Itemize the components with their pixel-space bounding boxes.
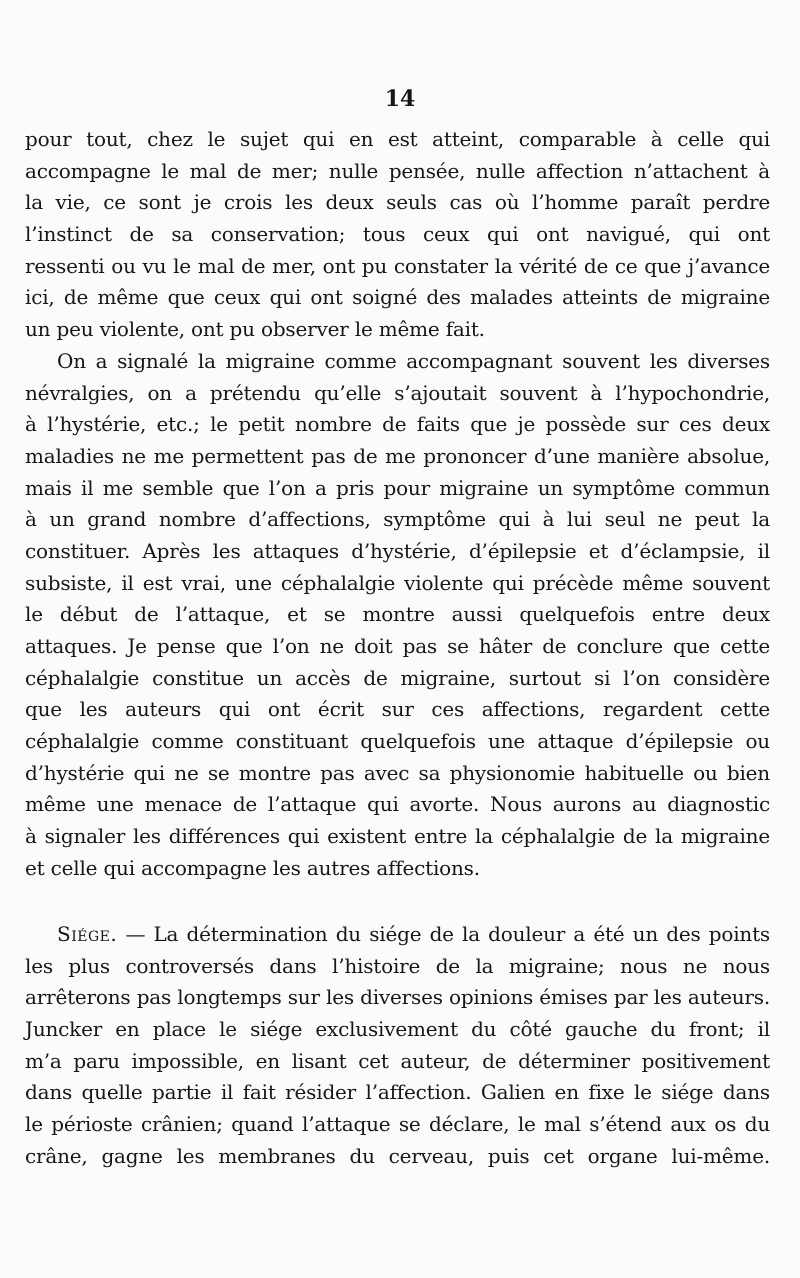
text-line: attaques. Je pense que l’on ne doit pas se hâter de conclure que cette: [25, 634, 770, 658]
paragraph: [25, 919, 770, 1173]
text-line: arrêterons pas longtemps sur les diverses opinions émises par les auteurs.: [25, 985, 770, 1010]
section-text-block: [25, 919, 770, 1173]
text-line: maladies ne me permettent pas de me prononcer d’une manière absolue,: [25, 443, 770, 468]
text-line: et celle qui accompagne les autres affections.: [25, 855, 480, 880]
text-line: à un grand nombre d’affections, symptôme qui à lui seul ne peut la: [25, 507, 770, 532]
text-line: même une menace de l’attaque qui avorte. Nous aurons au diagnostic: [25, 792, 770, 817]
paragraph: [25, 346, 770, 885]
text-line: [25, 919, 770, 951]
text-line: céphalalgie constitue un accès de migraine, surtout si l’on considère: [25, 665, 770, 690]
text-line: m’a paru impossible, en lisant cet auteur, de déterminer positivement: [25, 1048, 770, 1073]
main-text-block: [25, 124, 770, 885]
text-line: la vie, ce sont je crois les deux seuls cas où l’homme paraît perdre: [25, 190, 770, 215]
text-line-content: — La détermination du siége de la douleur a été un des points: [117, 922, 770, 946]
page-number: 14: [384, 86, 416, 112]
text-line: à l’hystérie, etc.; le petit nombre de faits que je possède sur ces deux: [25, 412, 770, 437]
text-line: à signaler les différences qui existent entre la céphalalgie de la migraine: [25, 824, 770, 849]
text-line: ressenti ou vu le mal de mer, ont pu constater la vérité de ce que j’avance: [25, 253, 770, 278]
text-line: céphalalgie comme constituant quelquefois une attaque d’épilepsie ou: [25, 729, 770, 754]
text-line: les plus controversés dans l’histoire de la migraine; nous ne nous: [25, 953, 770, 978]
text-line: un peu violente, ont pu observer le même fait.: [25, 317, 485, 342]
text-line: l’instinct de sa conservation; tous ceux qui ont navigué, qui ont: [25, 222, 770, 247]
text-line: mais il me semble que l’on a pris pour migraine un symptôme commun: [25, 475, 770, 500]
text-line: Juncker en place le siége exclusivement du côté gauche du front; il: [25, 1017, 770, 1042]
text-line: crâne, gagne les membranes du cerveau, puis cet organe lui-même.: [25, 1143, 770, 1168]
text-line: accompagne le mal de mer; nulle pensée, nulle affection n’attachent à: [25, 158, 770, 183]
text-line: névralgies, on a prétendu qu’elle s’ajoutait souvent à l’hypochondrie,: [25, 380, 770, 405]
paragraph: [25, 124, 770, 346]
text-line: dans quelle partie il fait résider l’affection. Galien en fixe le siége dans: [25, 1080, 770, 1105]
text-line: subsiste, il est vrai, une céphalalgie violente qui précède même souvent: [25, 570, 770, 595]
text-line: ici, de même que ceux qui ont soigné des malades atteints de migraine: [25, 285, 770, 310]
text-line: On a signalé la migraine comme accompagnant souvent les diverses: [57, 348, 770, 373]
text-line: le début de l’attaque, et se montre aussi quelquefois entre deux: [25, 602, 770, 627]
text-line: constituer. Après les attaques d’hystérie, d’épilepsie et d’éclampsie, il: [25, 538, 770, 563]
text-line: pour tout, chez le sujet qui en est atteint, comparable à celle qui: [25, 127, 770, 151]
text-line: d’hystérie qui ne se montre pas avec sa physionomie habituelle ou bien: [25, 760, 770, 785]
text-line: le périoste crânien; quand l’attaque se déclare, le mal s’étend aux os du: [25, 1112, 770, 1137]
text-line: que les auteurs qui ont écrit sur ces affections, regardent cette: [25, 697, 770, 722]
section-heading: Siége.: [57, 922, 118, 946]
